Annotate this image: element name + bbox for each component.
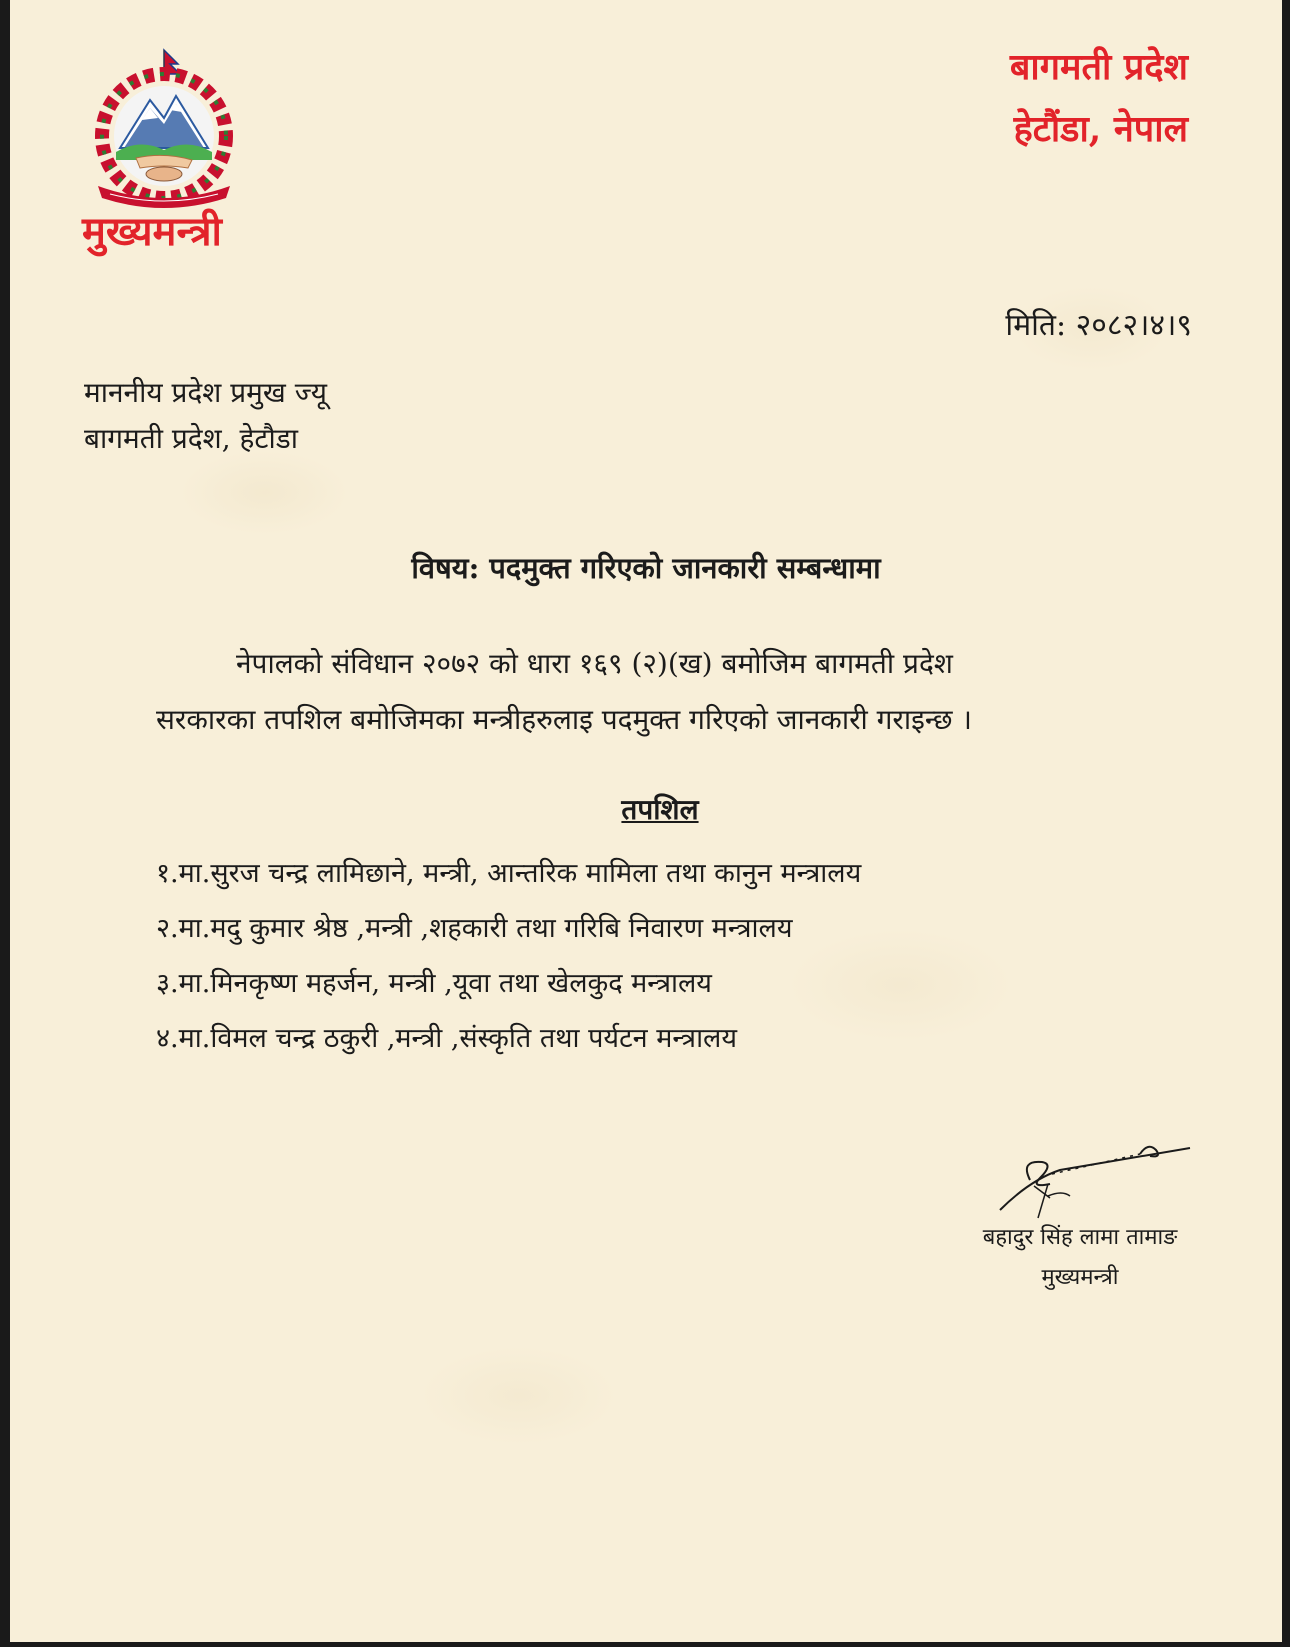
signer-name: बहादुर सिंह लामा तामाङ — [982, 1225, 1178, 1250]
letter-subject: विषय: पदमुक्त गरिएको जानकारी सम्बन्धामा — [411, 551, 881, 585]
handwritten-signature-icon — [990, 1140, 1210, 1220]
addressee-line-2: बागमती प्रदेश, हेटौडा — [84, 422, 298, 455]
office-title: मुख्यमन्त्री — [82, 208, 222, 255]
body-line-2: सरकारका तपशिल बमोजिमका मन्त्रीहरुलाइ पदमुक्त गरिएको जानकारी गराइन्छ । — [156, 703, 973, 736]
body-line-1: नेपालको संविधान २०७२ को धारा १६९ (२)(ख) बमोजिम बागमती प्रदेश — [236, 647, 953, 680]
addressee-line-1: माननीय प्रदेश प्रमुख ज्यू — [84, 376, 327, 409]
letterhead-place — [1010, 36, 1188, 160]
nepal-coat-of-arms-icon — [80, 48, 250, 208]
list-item: २.मा.मदु कुमार श्रेष्ठ ,मन्त्री ,शहकारी तथा गरिबि निवारण मन्त्रालय — [156, 913, 793, 944]
province-name: बागमती प्रदेश — [1009, 46, 1188, 88]
schedule-list — [156, 846, 861, 1066]
letter-date: मिति: २०८२।४।९ — [1005, 308, 1192, 343]
list-item: ३.मा.मिनकृष्ण महर्जन, मन्त्री ,यूवा तथा खेलकुद मन्त्रालय — [156, 968, 712, 999]
signer-title: मुख्यमन्त्री — [1041, 1265, 1119, 1290]
list-item: १.मा.सुरज चन्द्र लामिछाने, मन्त्री, आन्तरिक मामिला तथा कानुन मन्त्रालय — [156, 858, 862, 889]
list-item: ४.मा.विमल चन्द्र ठकुरी ,मन्त्री ,संस्कृति तथा पर्यटन मन्त्रालय — [156, 1023, 738, 1054]
letter-page — [10, 0, 1282, 1642]
letter-body — [156, 636, 1126, 748]
signer-block — [950, 1218, 1210, 1298]
addressee-block — [84, 370, 327, 462]
schedule-heading: तपशिल — [621, 793, 699, 826]
city-country: हेटौंडा, नेपाल — [1013, 108, 1188, 150]
